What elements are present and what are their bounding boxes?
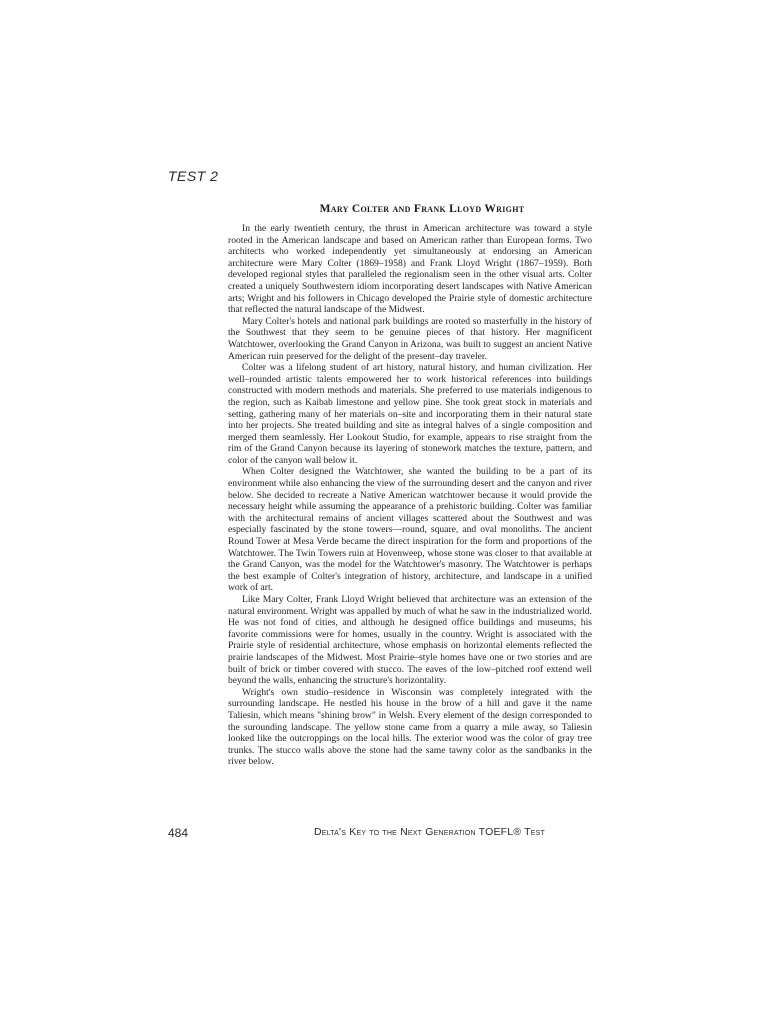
article-paragraph: Like Mary Colter, Frank Lloyd Wright believed that architecture was an extension of the natural environment. Wright was appalled by much of what he saw in the industrialized world. He was not fond of cities, and although he designed office buildings and museums, his favorite commissions were for homes, usually in the country. Wright is associated with the Prairie style of residential architecture, whose emphasis on horizontal elements reflected the prairie landscapes of the Midwest. Most Prairie–style homes have one or two stories and are built of brick or timber covered with stucco. The eaves of the low–pitched roof extend well beyond the walls, enhancing the structure's horizontality. xyxy=(228,594,592,687)
article-paragraph: When Colter designed the Watchtower, she wanted the building to be a part of its environment while also enhancing the view of the surrounding desert and the canyon and river below. She decided to recreate a Native American watchtower because it would provide the necessary height while assuming the appearance of a prehistoric building. Colter was familiar with the architectural remains of ancient villages scattered about the Southwest and was especially fascinated by the stone towers—round, square, and oval monoliths. The ancient Round Tower at Mesa Verde became the direct inspiration for the form and proportions of the Watchtower. The Twin Towers ruin at Hovenweep, whose stone was closer to that available at the Grand Canyon, was the model for the Watchtower's masonry. The Watchtower is perhaps the best example of Colter's integration of history, architecture, and landscape in a unified work of art. xyxy=(228,466,592,594)
article-paragraph: Colter was a lifelong student of art history, natural history, and human civilization. Her well–rounded artistic talents empowered her to work historical references into buildings constructed with modern methods and materials. She preferred to use materials indigenous to the region, such as Kaibab limestone and yellow pine. She took great stock in materials and setting, gathering many of her materials on–site and incorporating them in their natural state into her projects. She treated building and site as integral halves of a single composition and merged them seamlessly. Her Lookout Studio, for example, appears to rise straight from the rim of the Grand Canyon because its layering of stonework matches the texture, pattern, and color of the canyon wall below it. xyxy=(228,362,592,466)
page-number: 484 xyxy=(168,826,189,840)
running-head: TEST 2 xyxy=(168,168,219,184)
book-title: Delta's Key to the Next Generation TOEFL® Test xyxy=(314,826,545,838)
article-paragraph: Mary Colter's hotels and national park buildings are rooted so masterfully in the history of the Southwest that they seem to be genuine pieces of that history. Her magnificent Watchtower, overlooking the Grand Canyon in Arizona, was built to suggest an ancient Native American ruin preserved for the delight of the present–day traveler. xyxy=(228,315,592,362)
article-paragraph: Wright's own studio–residence in Wisconsin was completely integrated with the surrounding landscape. He nestled his house in the brow of a hill and gave it the name Taliesin, which means "shining brow" in Welsh. Every element of the design corresponded to the surounding landscape. The yellow stone came from a quarry a mile away, so Taliesin looked like the outcroppings on the local hills. The exterior wood was the color of gray tree trunks. The stucco walls above the stone had the same tawny color as the sandbanks in the river below. xyxy=(228,686,592,768)
article-title: Mary Colter and Frank Lloyd Wright xyxy=(319,203,525,215)
article-paragraph: In the early twentieth century, the thrust in American architecture was toward a style rooted in the American landscape and based on American rather than European forms. Two architects who worked independently yet simultaneously at endorsing an American architecture were Mary Colter (1869–1958) and Frank Lloyd Wright (1867–1959). Both developed regional styles that paralleled the regionalism seen in the other visual arts. Colter created a uniquely Southwestern idiom incorporating desert landscapes with Native American arts; Wright and his followers in Chicago developed the Prairie style of domestic architecture that reflected the natural landscape of the Midwest. xyxy=(228,223,592,316)
article xyxy=(228,203,592,768)
